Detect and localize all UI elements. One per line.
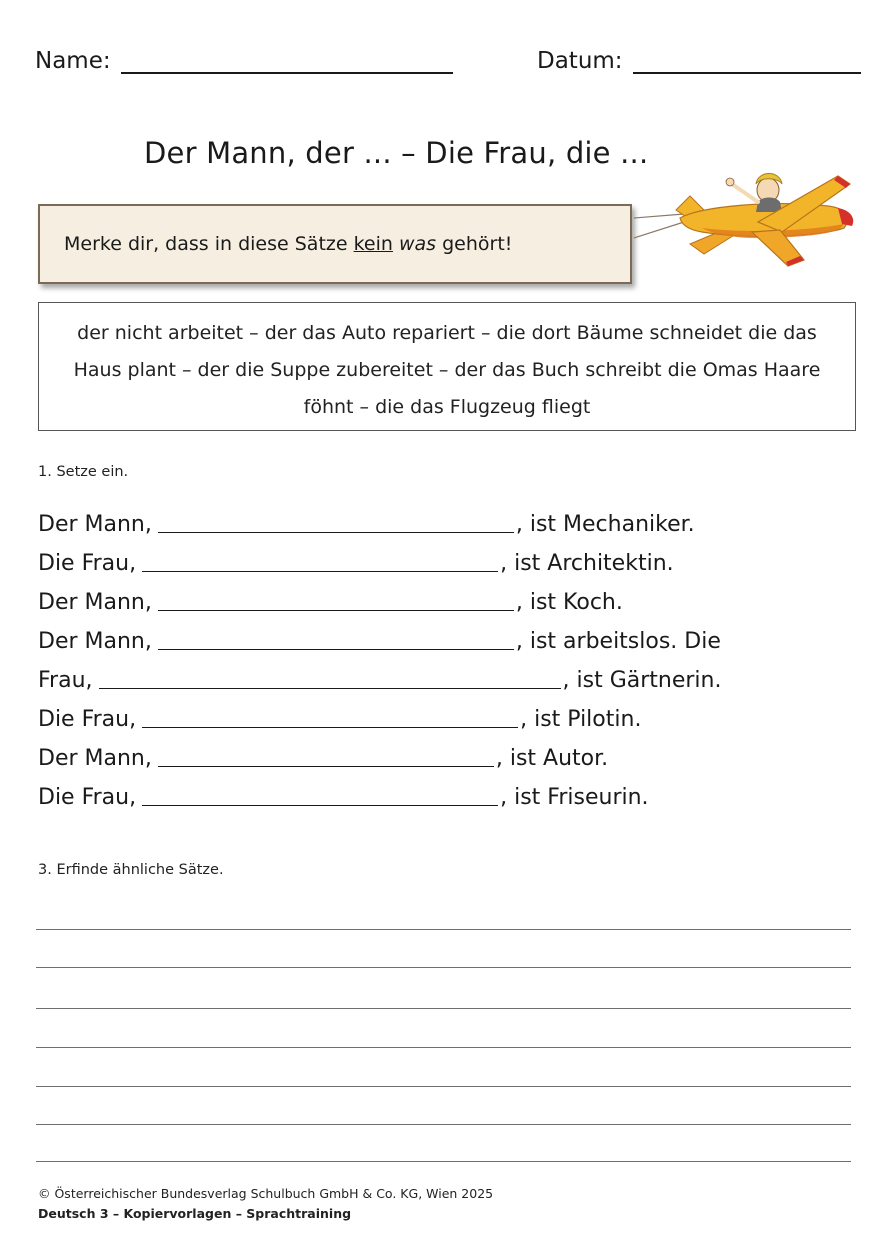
- writing-line[interactable]: [36, 1008, 851, 1009]
- sentence-blank[interactable]: [142, 785, 498, 806]
- note-suffix: gehört!: [436, 233, 513, 255]
- airplane-illustration: [632, 162, 858, 274]
- sentence-start: Der Mann,: [38, 590, 152, 615]
- sentence-blank[interactable]: [158, 512, 514, 533]
- note-box: [38, 204, 632, 284]
- sentence-end: , ist Friseurin.: [500, 785, 649, 810]
- sentence-3: [38, 585, 623, 615]
- sentence-blank[interactable]: [158, 629, 514, 650]
- sentence-blank[interactable]: [158, 590, 514, 611]
- sentence-start: Die Frau,: [38, 785, 137, 810]
- pilot-waving-arm: [732, 184, 758, 202]
- banner-rope-top: [634, 214, 684, 218]
- sentence-1: [38, 507, 695, 537]
- sentence-start: Der Mann,: [38, 512, 152, 537]
- banner-rope-bottom: [634, 222, 684, 238]
- task-1-label: 1. Setze ein.: [38, 464, 129, 480]
- date-label: Datum:: [537, 48, 623, 74]
- date-field-row: [537, 48, 861, 74]
- sentence-blank[interactable]: [142, 551, 498, 572]
- sentence-6: [38, 702, 641, 732]
- writing-line[interactable]: [36, 1047, 851, 1048]
- name-label: Name:: [35, 48, 111, 74]
- sentence-8: [38, 780, 649, 810]
- sentence-4: [38, 624, 721, 654]
- note-italic-word: was: [398, 233, 437, 255]
- sentence-start: Der Mann,: [38, 746, 152, 771]
- sentence-7: [38, 741, 608, 771]
- sentence-5: [38, 663, 721, 693]
- sentence-start: Frau,: [38, 668, 93, 693]
- name-field-row: [35, 48, 453, 74]
- sentence-end: , ist Mechaniker.: [515, 512, 695, 537]
- writing-line[interactable]: [36, 967, 851, 968]
- word-bank-text: der nicht arbeitet – der das Auto repariert – die dort Bäume schneidet die das Haus plant – der die Suppe zubereitet – der das Buch schreibt die Omas Haare föhnt – die das Flugzeug fliegt: [73, 322, 821, 418]
- pilot-hand: [726, 178, 734, 186]
- writing-line[interactable]: [36, 1124, 851, 1125]
- page-title: Der Mann, der ... – Die Frau, die ...: [144, 136, 649, 170]
- sentence-end: , ist Koch.: [515, 590, 623, 615]
- sentence-2: [38, 546, 674, 576]
- writing-line[interactable]: [36, 929, 851, 930]
- writing-line[interactable]: [36, 1086, 851, 1087]
- footer-copyright: © Österreichischer Bundesverlag Schulbuch GmbH & Co. KG, Wien 2025: [38, 1186, 494, 1201]
- sentence-blank[interactable]: [99, 668, 561, 689]
- note-text: [64, 233, 512, 255]
- sentence-start: Die Frau,: [38, 551, 137, 576]
- sentence-start: Der Mann,: [38, 629, 152, 654]
- footer-series: Deutsch 3 – Kopiervorlagen – Sprachtraining: [38, 1206, 352, 1221]
- task-3-label: 3. Erfinde ähnliche Sätze.: [38, 862, 224, 878]
- sentence-end: , ist arbeitslos. Die: [515, 629, 721, 654]
- sentence-end: , ist Architektin.: [500, 551, 674, 576]
- date-input-line[interactable]: [633, 52, 861, 74]
- word-bank-box: [38, 302, 856, 431]
- sentence-end: , ist Gärtnerin.: [562, 668, 722, 693]
- sentence-blank[interactable]: [158, 746, 494, 767]
- note-prefix: Merke dir, dass in diese Sätze: [64, 233, 354, 255]
- sentence-blank[interactable]: [142, 707, 518, 728]
- sentence-start: Die Frau,: [38, 707, 137, 732]
- sentence-end: , ist Pilotin.: [520, 707, 642, 732]
- name-input-line[interactable]: [121, 52, 453, 74]
- note-underlined-word: kein: [353, 233, 393, 255]
- writing-line[interactable]: [36, 1161, 851, 1162]
- sentence-end: , ist Autor.: [495, 746, 609, 771]
